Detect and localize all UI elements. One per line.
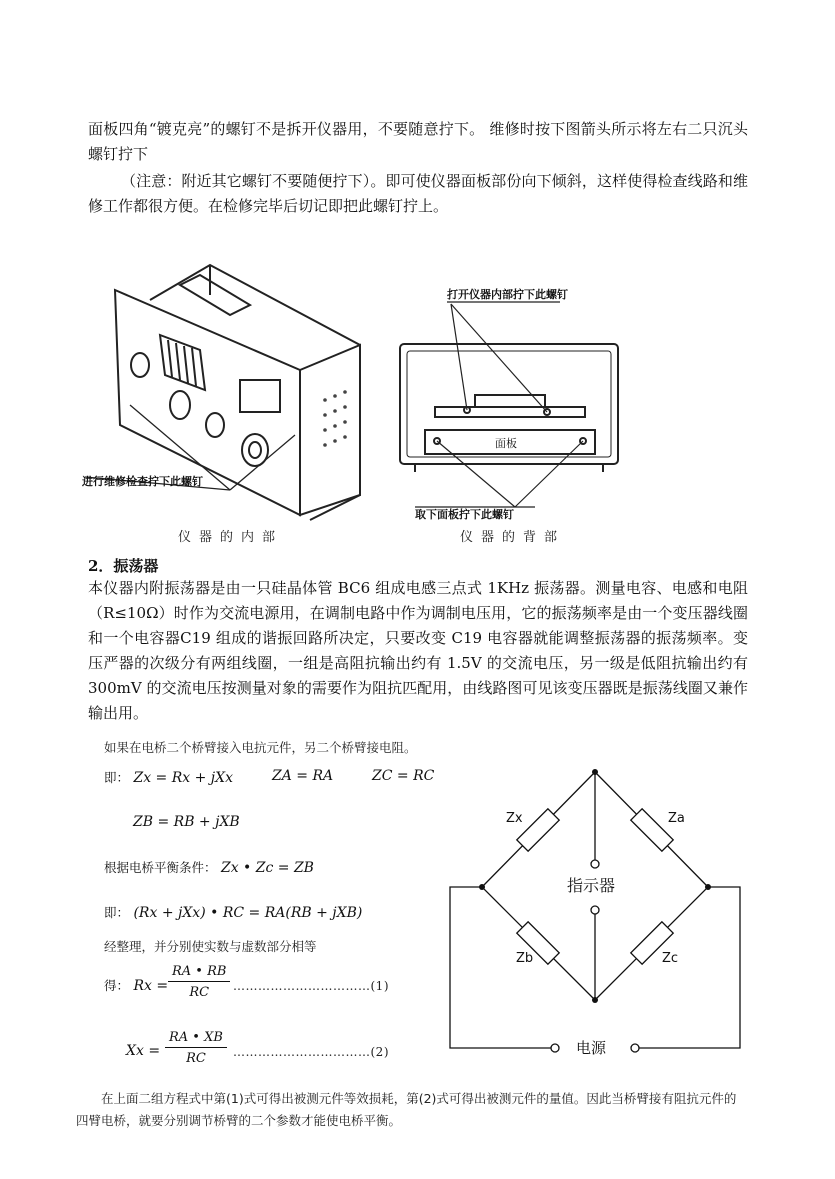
rx-fraction (168, 964, 230, 1000)
eq-full-row (104, 903, 362, 921)
rx-row (104, 976, 168, 994)
left-figure-label: 进行维修检查拧下此螺钉 (82, 475, 203, 488)
power-label: 电源 (576, 1039, 607, 1057)
right-figure-caption: 仪器的背部 (460, 530, 566, 545)
rx-numerator: RA • RB (168, 964, 230, 982)
right-panel-text: 面板 (495, 437, 517, 450)
zx-label: Zx (506, 811, 523, 826)
eq-balance-row (104, 858, 314, 876)
balance-eq: Zx • Zc = ZB (220, 860, 314, 876)
arrange-text: 经整理，并分别使实数与虚数部分相等 (104, 939, 317, 954)
bridge-intro: 如果在电桥二个桥臂接入电抗元件，另二个桥臂接电阻。 (104, 740, 417, 755)
bridge-circuit-diagram (440, 760, 760, 1060)
eq-full: (Rx + jXx) • RC = RA(RB + jXB) (133, 905, 363, 921)
eq-za: ZA = RA (272, 768, 334, 784)
zb-label: Zb (516, 951, 534, 966)
eq-zx: Zx = Rx + jXx (133, 770, 233, 786)
right-bottom-label: 取下面板拧下此螺钉 (415, 508, 514, 521)
xx-numerator: RA • XB (165, 1030, 227, 1048)
ji-label: 即： (104, 770, 130, 785)
eq-zb: ZB = RB + jXB (133, 814, 240, 830)
rx-left: Rx = (133, 978, 169, 994)
instrument-back-figure (395, 282, 625, 522)
eq-zc: ZC = RC (372, 768, 435, 784)
rx-dots: ……………………………(1) (233, 979, 389, 993)
conclusion-text: 在上面二组方程式中第(1)式可得出被测元件等效损耗，第(2)式可得出被测元件的量值。因此当桥臂接有阻抗元件的四臂电桥，就要分别调节桥臂的二个参数才能使电桥平衡。 (76, 1091, 737, 1128)
de-label: 得： (104, 978, 130, 993)
xx-left: Xx = (126, 1043, 161, 1059)
left-figure-caption: 仪器的内部 (178, 530, 284, 545)
rx-denominator: RC (189, 985, 210, 1000)
right-top-label: 打开仪器内部拧下此螺钉 (447, 288, 568, 301)
instrument-interior-figure (80, 255, 380, 535)
balance-label: 根据电桥平衡条件： (104, 860, 217, 875)
indicator-label: 指示器 (567, 876, 616, 895)
intro-paragraph-2: （注意：附近其它螺钉不要随便拧下）。即可使仪器面板部份向下倾斜，这样使得检查线路和维修工作都很方便。在检修完毕后切记即把此螺钉拧上。 (88, 172, 748, 215)
section-body: 本仪器内附振荡器是由一只硅晶体管 BC6 组成电感三点式 1KHz 振荡器。测量电容、电感和电阻（R≤10Ω）时作为交流电源用，在调制电路中作为调制电压用，它的振荡频率是由一个变压器线圈和一个电容器C19 组成的谐振回路所决定，只要改变 C19 电容器就能调整振荡器的振荡频率。变压严器的次级分有两组线圈，一组是高阻抗输出约有 1.5V 的交流电压，另一级是低阻抗输出约有 300mV 的交流电压按测量对象的需要作为阻抗匹配用，由线路图可见该变压器既是振荡线圈又兼作输出用。 (88, 579, 748, 722)
intro-paragraph-1: 面板四角“镀克亮”的螺钉不是拆开仪器用，不要随意拧下。 维修时按下图箭头所示将左右二只沉头螺钉拧下 (88, 120, 748, 163)
ji2-label: 即： (104, 905, 130, 920)
za-label: Za (668, 811, 685, 826)
xx-dots: ……………………………(2) (233, 1045, 389, 1059)
xx-fraction (165, 1030, 227, 1066)
xx-denominator: RC (186, 1051, 206, 1066)
zc-label: Zc (662, 951, 679, 966)
section-title: 2．振荡器 (88, 557, 159, 575)
eq-row-1 (104, 768, 233, 786)
